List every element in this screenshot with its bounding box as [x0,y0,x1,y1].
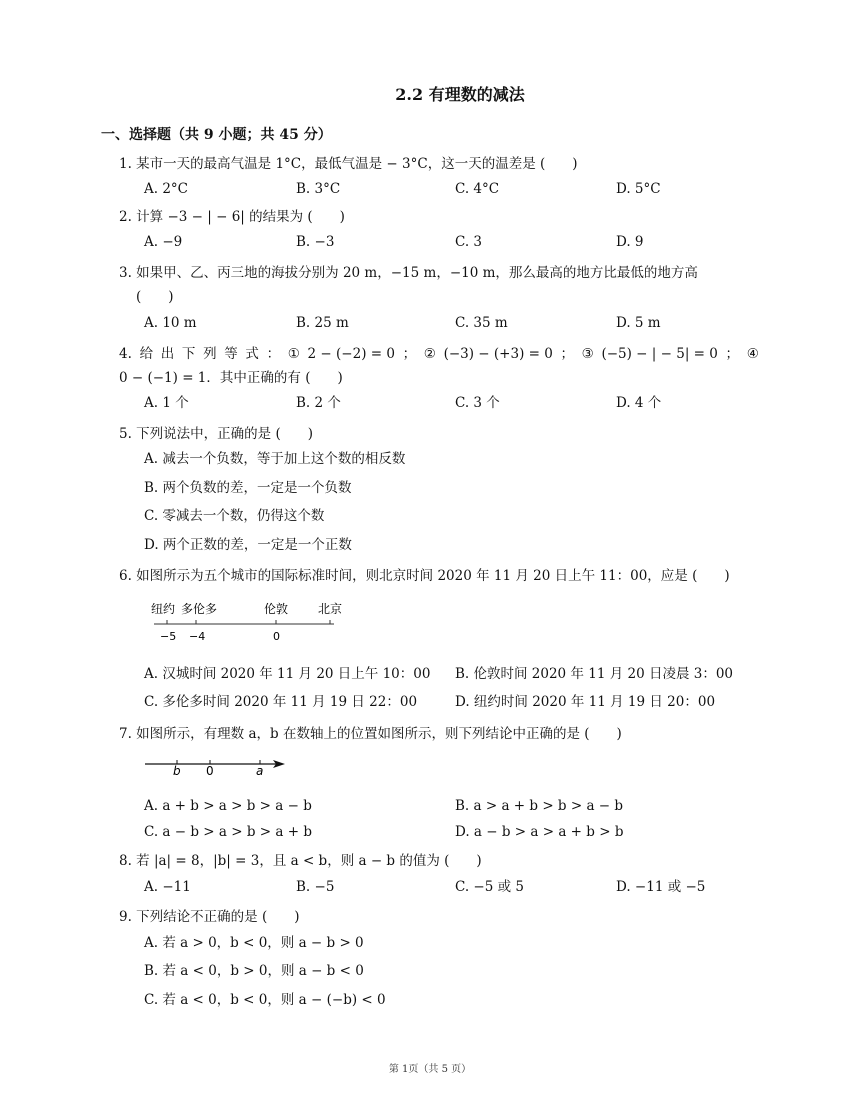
q4-part: ③ [581,346,594,362]
q8-option-c: C. −5 或 5 [455,879,525,895]
q4-part: ④ [746,346,759,362]
question-6-stem: 6. 如图所示为五个城市的国际标准时间，则北京时间 2020 年 11 月 20 日上午 11：00，应是 ( ) [119,568,730,584]
q4-option-b: B. 2 个 [296,395,341,411]
q7-option-d: D. a − b > a > a + b > b [455,824,624,840]
tick-label-minus5: −5 [160,630,177,643]
q3-option-a: A. 10 m [144,315,197,331]
question-1-stem: 1. 某市一天的最高气温是 1°C，最低气温是 − 3°C，这一天的温差是 ( ) [119,156,578,172]
city-label-beijing: 北京 [318,602,343,616]
q1-option-a: A. 2°C [144,181,189,197]
q1-option-b: B. 3°C [296,181,341,197]
q9-option-b: B. 若 a < 0，b > 0，则 a − b < 0 [144,963,364,979]
tick-label-zero: 0 [273,630,280,643]
question-3-stem: 3. 如果甲、乙、丙三地的海拔分别为 20 m，−15 m，−10 m，那么最高的地方比最低的地方高 [119,265,698,281]
q6-option-c: C. 多伦多时间 2020 年 11 月 19 日 22：00 [144,694,418,710]
city-label-london: 伦敦 [264,602,289,616]
q4-option-d: D. 4 个 [616,395,662,411]
q6-option-d: D. 纽约时间 2020 年 11 月 19 日 20：00 [455,694,716,710]
q2-option-c: C. 3 [455,234,483,250]
q5-option-b: B. 两个负数的差，一定是一个负数 [144,480,352,496]
q9-option-c: C. 若 a < 0，b < 0，则 a − (−b) < 0 [144,992,386,1008]
city-label-toronto: 多伦多 [181,602,218,616]
q1-option-c: C. 4°C [455,181,500,197]
q4-part: 列 [203,346,217,362]
q3-option-b: B. 25 m [296,315,349,331]
q4-part: ① [287,346,300,362]
question-2-stem: 2. 计算 −3 − | − 6| 的结果为 ( ) [119,209,345,225]
question-5-stem: 5. 下列说法中，正确的是 ( ) [119,426,313,442]
q4-part: 等 [224,346,238,362]
q4-part: 式 [245,346,259,362]
q6-option-b: B. 伦敦时间 2020 年 11 月 20 日凌晨 3：00 [455,666,734,682]
question-3-answer-paren: ( ) [136,289,174,305]
question-4-stem [119,345,759,363]
q2-option-b: B. −3 [296,234,335,250]
q3-option-d: D. 5 m [616,315,661,331]
ab-number-line-figure [140,752,300,782]
q5-option-a: A. 减去一个负数，等于加上这个数的相反数 [144,451,406,467]
q1-option-d: D. 5°C [616,181,661,197]
q4-part: (−3) − (+3) = 0 [443,346,553,362]
city-label-newyork: 纽约 [151,602,176,616]
question-4-stem-cont: 0 − (−1) = 1．其中正确的有 ( ) [119,370,343,386]
question-7-stem: 7. 如图所示，有理数 a，b 在数轴上的位置如图所示，则下列结论中正确的是 ( ) [119,726,622,742]
q4-part: 下 [181,346,196,362]
q4-option-c: C. 3 个 [455,395,500,411]
q7-option-c: C. a − b > a > b > a + b [144,824,312,840]
q4-part: 2 − (−2) = 0 [307,346,395,362]
page-title: 2.2 有理数的减法 [395,85,525,104]
q5-option-d: D. 两个正数的差，一定是一个正数 [144,537,352,553]
q4-part: (−5) − | − 5| = 0 [601,346,718,362]
q2-option-a: A. −9 [144,234,183,250]
q4-part: ； [560,346,574,362]
q7-option-b: B. a > a + b > b > a − b [455,798,624,814]
page-footer: 第 1页（共 5 页） [388,1064,472,1075]
point-label-zero: 0 [206,764,214,778]
q4-part: 给 [139,346,154,362]
q4-option-a: A. 1 个 [144,395,189,411]
point-label-a: a [256,764,264,778]
q4-part: 4. [119,346,132,362]
q4-part: ： [266,346,281,362]
q4-part: 出 [160,346,175,362]
tick-label-minus4: −4 [189,630,206,643]
section-heading: 一、选择题（共 9 小题；共 45 分） [101,127,332,143]
q4-part: ； [402,346,417,362]
q3-option-c: C. 35 m [455,315,508,331]
question-8-stem: 8. 若 |a| = 8，|b| = 3，且 a < b，则 a − b 的值为 ( ) [119,853,482,869]
q9-option-a: A. 若 a > 0，b < 0，则 a − b > 0 [144,935,364,951]
q5-option-c: C. 零减去一个数，仍得这个数 [144,508,325,524]
q7-option-a: A. a + b > a > b > a − b [144,798,312,814]
q4-part: ② [423,346,436,362]
q8-option-a: A. −11 [144,879,191,895]
question-9-stem: 9. 下列结论不正确的是 ( ) [119,909,300,925]
q4-part: ； [725,346,740,362]
q6-option-a: A. 汉城时间 2020 年 11 月 20 日上午 10：00 [144,666,431,682]
q2-option-d: D. 9 [616,234,644,250]
q8-option-b: B. −5 [296,879,335,895]
q8-option-d: D. −11 或 −5 [616,879,706,895]
timezone-number-line-figure [140,598,360,648]
point-label-b: b [173,764,181,778]
